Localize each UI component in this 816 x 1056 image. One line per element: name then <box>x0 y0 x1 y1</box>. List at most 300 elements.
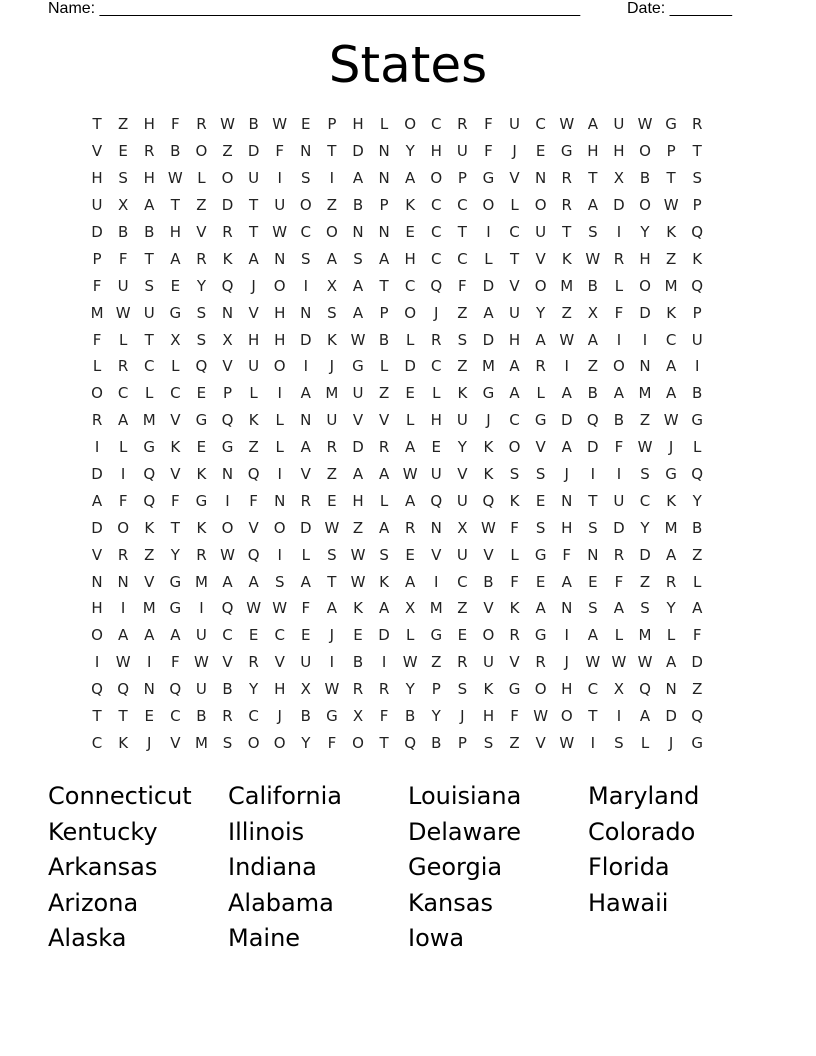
grid-letter: D <box>404 357 416 376</box>
grid-letter: H <box>169 223 181 241</box>
grid-letter: H <box>274 303 286 322</box>
grid-letter: U <box>613 115 625 134</box>
grid-letter: C <box>91 733 103 752</box>
grid-letter: G <box>352 357 364 376</box>
grid-letter: S <box>118 169 128 188</box>
grid-letter: Q <box>117 680 130 699</box>
grid-letter: A <box>665 653 677 672</box>
grid-letter: L <box>614 626 624 645</box>
grid-letter: I <box>642 330 648 349</box>
grid-letter: C <box>431 196 442 215</box>
grid-letter: V <box>248 518 259 537</box>
grid-letter: Q <box>430 276 443 295</box>
grid-letter: Z <box>326 465 338 484</box>
grid-letter: L <box>405 626 415 645</box>
grid-letter: Z <box>457 303 468 322</box>
grid-letter: K <box>666 491 677 510</box>
grid-letter: W <box>350 545 366 564</box>
grid-letter: E <box>431 438 441 457</box>
grid-letter: P <box>666 142 676 161</box>
grid-letter: T <box>327 572 337 591</box>
grid-letter: R <box>404 518 416 537</box>
grid-letter: X <box>300 680 311 699</box>
word-list-item: Arizona <box>48 888 139 917</box>
grid-letter: W <box>663 411 679 430</box>
grid-letter: Z <box>639 411 651 430</box>
grid-letter: S <box>457 680 468 699</box>
grid-letter: D <box>613 196 625 215</box>
grid-letter: U <box>613 491 625 510</box>
grid-letter: Z <box>222 142 233 161</box>
grid-letter: Y <box>666 599 676 618</box>
grid-letter: C <box>431 249 442 268</box>
grid-letter: E <box>457 626 468 645</box>
grid-letter: V <box>431 545 442 564</box>
grid-letter: D <box>300 330 312 349</box>
grid-letter: K <box>561 249 572 268</box>
grid-letter: P <box>431 680 441 699</box>
grid-letter: K <box>509 491 520 510</box>
grid-letter: V <box>535 438 546 457</box>
grid-letter: L <box>666 626 676 645</box>
grid-letter: A <box>300 572 311 591</box>
grid-letter: K <box>353 599 363 618</box>
grid-letter: B <box>170 142 181 161</box>
grid-letter: V <box>509 653 520 672</box>
grid-letter: R <box>561 169 572 188</box>
grid-letter: E <box>248 626 259 645</box>
grid-letter: A <box>587 196 598 215</box>
grid-letter: N <box>221 303 234 322</box>
grid-letter: W <box>324 518 340 537</box>
grid-letter: U <box>482 653 494 672</box>
grid-letter: M <box>560 276 574 295</box>
grid-letter: Z <box>639 572 651 591</box>
grid-letter: Z <box>457 357 468 376</box>
grid-letter: A <box>326 249 338 268</box>
grid-letter: E <box>588 572 598 591</box>
grid-letter: X <box>352 707 364 726</box>
grid-letter: G <box>195 411 208 430</box>
grid-letter: G <box>508 680 521 699</box>
grid-letter: Q <box>143 465 156 484</box>
grid-letter: U <box>143 303 155 322</box>
grid-letter: C <box>222 626 233 645</box>
grid-letter: T <box>588 169 598 188</box>
grid-letter: A <box>561 384 572 403</box>
grid-letter: J <box>460 707 465 726</box>
grid-letter: R <box>352 680 364 699</box>
grid-letter: S <box>327 303 337 322</box>
grid-letter: C <box>300 223 312 241</box>
grid-letter: C <box>509 223 520 241</box>
grid-letter: M <box>429 599 443 618</box>
grid-letter: I <box>381 653 387 672</box>
word-list-item: Alabama <box>228 888 334 917</box>
grid-letter: W <box>481 518 496 537</box>
grid-letter: K <box>379 572 389 591</box>
grid-letter: B <box>196 707 207 726</box>
grid-letter: N <box>378 142 390 161</box>
grid-letter: A <box>248 249 259 268</box>
grid-letter: V <box>170 733 181 752</box>
grid-letter: V <box>483 545 494 564</box>
grid-letter: S <box>144 276 154 295</box>
grid-letter: V <box>483 599 494 618</box>
grid-letter: A <box>509 384 520 403</box>
grid-letter: W <box>559 330 575 349</box>
grid-letter: S <box>535 465 546 484</box>
grid-letter: R <box>613 249 625 268</box>
grid-letter: L <box>614 276 624 295</box>
grid-letter: N <box>300 303 312 322</box>
grid-letter: F <box>510 572 519 591</box>
grid-letter: A <box>587 626 598 645</box>
grid-letter: E <box>405 384 415 403</box>
grid-letter: D <box>691 653 703 672</box>
grid-letter: U <box>509 303 521 322</box>
grid-letter: T <box>666 169 676 188</box>
grid-letter: T <box>170 518 180 537</box>
grid-letter: P <box>379 196 389 215</box>
grid-letter: M <box>325 384 339 403</box>
grid-letter: W <box>220 545 235 564</box>
grid-letter: S <box>196 303 207 322</box>
grid-letter: W <box>115 653 131 672</box>
grid-letter: I <box>147 653 152 672</box>
grid-letter: L <box>118 438 128 457</box>
grid-letter: U <box>456 545 468 564</box>
grid-letter: C <box>248 707 259 726</box>
grid-letter: L <box>640 733 650 752</box>
grid-letter: H <box>352 115 364 134</box>
grid-letter: R <box>222 707 233 726</box>
grid-letter: Z <box>457 599 468 618</box>
grid-letter: A <box>326 599 338 618</box>
grid-letter: R <box>117 545 129 564</box>
grid-letter: J <box>329 626 335 645</box>
grid-letter: U <box>326 411 338 430</box>
grid-letter: S <box>614 733 624 752</box>
grid-letter: W <box>220 115 235 134</box>
grid-letter: G <box>169 572 182 591</box>
word-list-item: Iowa <box>408 924 465 952</box>
grid-letter: S <box>692 169 702 188</box>
grid-letter: Y <box>640 518 650 537</box>
grid-letter: C <box>457 196 468 215</box>
grid-letter: V <box>196 223 207 241</box>
grid-letter: O <box>117 518 130 537</box>
grid-letter: H <box>613 142 625 161</box>
grid-letter: S <box>535 518 546 537</box>
grid-letter: G <box>482 169 495 188</box>
grid-letter: Z <box>665 249 677 268</box>
grid-letter: T <box>692 142 702 161</box>
grid-letter: Z <box>352 518 364 537</box>
grid-letter: I <box>277 465 282 484</box>
grid-letter: Z <box>692 545 703 564</box>
word-list-item: Kansas <box>408 888 493 917</box>
grid-letter: R <box>665 572 677 591</box>
grid-letter: L <box>145 384 154 403</box>
grid-letter: E <box>353 626 363 645</box>
grid-letter: Q <box>247 545 260 564</box>
grid-letter: A <box>692 599 703 618</box>
grid-letter: R <box>117 357 129 376</box>
grid-letter: W <box>167 169 183 188</box>
grid-letter: O <box>639 196 651 215</box>
grid-letter: P <box>692 303 702 322</box>
grid-letter: A <box>665 384 677 403</box>
grid-letter: E <box>144 707 154 726</box>
grid-letter: T <box>249 223 259 241</box>
grid-letter: K <box>248 411 259 430</box>
grid-letter: U <box>456 142 468 161</box>
grid-letter: O <box>613 357 625 376</box>
grid-letter: W <box>272 115 288 134</box>
grid-letter: I <box>564 626 569 645</box>
grid-letter: N <box>378 223 390 241</box>
grid-letter: J <box>329 357 335 376</box>
grid-letter: C <box>117 384 129 403</box>
grid-letter: F <box>171 115 180 134</box>
grid-letter: G <box>143 438 156 457</box>
grid-letter: R <box>196 249 207 268</box>
grid-letter: O <box>247 733 260 752</box>
word-list-item: Maryland <box>588 782 700 810</box>
grid-letter: S <box>222 733 233 752</box>
word-list-item: Hawaii <box>588 888 669 917</box>
grid-letter: S <box>588 599 598 618</box>
grid-letter: R <box>457 115 468 134</box>
grid-letter: D <box>587 438 599 457</box>
grid-letter: F <box>614 303 624 322</box>
grid-letter: Q <box>143 491 156 510</box>
grid-letter: W <box>402 653 418 672</box>
grid-letter: P <box>222 384 233 403</box>
grid-letter: O <box>299 196 312 215</box>
grid-letter: I <box>616 465 622 484</box>
grid-letter: U <box>274 196 286 215</box>
grid-letter: B <box>613 411 625 430</box>
grid-letter: V <box>91 545 103 564</box>
grid-letter: F <box>510 707 519 726</box>
grid-letter: I <box>329 653 335 672</box>
grid-letter: J <box>668 438 674 457</box>
grid-letter: C <box>431 357 442 376</box>
grid-letter: Z <box>118 115 129 134</box>
grid-letter: E <box>118 142 128 161</box>
grid-letter: F <box>510 518 519 537</box>
grid-letter: M <box>142 411 156 430</box>
grid-letter: E <box>535 572 546 591</box>
grid-letter: V <box>535 733 546 752</box>
grid-letter: R <box>561 196 572 215</box>
grid-letter: F <box>327 733 337 752</box>
grid-letter: A <box>665 545 677 564</box>
grid-letter: G <box>221 438 234 457</box>
grid-letter: I <box>277 169 282 188</box>
grid-letter: I <box>616 330 622 349</box>
grid-letter: A <box>405 438 416 457</box>
grid-letter: W <box>585 249 601 268</box>
grid-letter: A <box>170 626 181 645</box>
grid-letter: N <box>143 680 155 699</box>
grid-letter: B <box>431 733 442 752</box>
grid-letter: M <box>664 276 678 295</box>
grid-letter: B <box>144 223 155 241</box>
grid-letter: K <box>222 249 233 268</box>
grid-letter: H <box>352 491 364 510</box>
grid-letter: M <box>638 626 652 645</box>
grid-letter: G <box>169 303 182 322</box>
grid-letter: C <box>431 115 442 134</box>
grid-letter: E <box>301 626 311 645</box>
grid-letter: W <box>350 572 366 591</box>
grid-letter: T <box>92 707 102 726</box>
grid-letter: W <box>637 438 653 457</box>
word-list-item: Maine <box>228 924 301 952</box>
grid-letter: H <box>561 680 573 699</box>
grid-letter: G <box>482 384 495 403</box>
grid-letter: R <box>509 626 520 645</box>
grid-letter: V <box>535 249 546 268</box>
grid-letter: A <box>378 518 390 537</box>
grid-letter: Z <box>692 680 703 699</box>
grid-letter: N <box>221 465 234 484</box>
grid-letter: Q <box>691 276 704 295</box>
grid-letter: R <box>196 545 207 564</box>
grid-letter: U <box>509 115 521 134</box>
grid-letter: F <box>301 599 311 618</box>
grid-letter: O <box>221 518 234 537</box>
grid-letter: W <box>194 653 209 672</box>
grid-letter: M <box>90 303 104 322</box>
grid-letter: Y <box>692 491 702 510</box>
grid-letter: Q <box>639 680 651 699</box>
grid-letter: A <box>561 438 572 457</box>
grid-letter: O <box>534 680 547 699</box>
grid-letter: L <box>275 411 284 430</box>
grid-letter: C <box>509 411 520 430</box>
grid-letter: B <box>587 384 598 403</box>
grid-letter: O <box>482 626 495 645</box>
grid-letter: A <box>665 357 677 376</box>
grid-letter: W <box>115 303 131 322</box>
grid-letter: A <box>378 465 390 484</box>
grid-letter: O <box>430 169 443 188</box>
grid-letter: A <box>535 599 546 618</box>
grid-letter: F <box>118 491 128 510</box>
grid-letter: V <box>378 411 390 430</box>
grid-letter: D <box>482 330 495 349</box>
grid-letter: U <box>352 384 364 403</box>
grid-letter: J <box>251 276 256 295</box>
grid-letter: D <box>91 465 103 484</box>
grid-letter: G <box>691 733 704 752</box>
grid-letter: A <box>509 357 520 376</box>
grid-letter: C <box>665 330 677 349</box>
word-list-item: Kentucky <box>48 817 158 846</box>
grid-letter: Q <box>482 491 495 510</box>
grid-letter: G <box>430 626 443 645</box>
grid-letter: R <box>378 438 390 457</box>
grid-letter: V <box>509 169 520 188</box>
grid-letter: Q <box>221 276 234 295</box>
grid-letter: N <box>378 169 390 188</box>
grid-letter: E <box>405 545 415 564</box>
grid-letter: Q <box>169 680 182 699</box>
grid-letter: A <box>222 572 233 591</box>
grid-letter: M <box>481 357 495 376</box>
grid-letter: Q <box>221 599 234 618</box>
grid-letter: A <box>118 626 129 645</box>
word-list <box>48 780 768 958</box>
grid-letter: A <box>405 572 416 591</box>
grid-letter: I <box>616 707 622 726</box>
grid-letter: M <box>142 599 156 618</box>
grid-letter: R <box>326 438 338 457</box>
grid-letter: Y <box>431 707 441 726</box>
grid-letter: H <box>247 330 260 349</box>
grid-letter: A <box>300 438 311 457</box>
grid-letter: H <box>274 330 286 349</box>
grid-letter: O <box>352 733 364 752</box>
grid-letter: F <box>118 249 128 268</box>
grid-letter: D <box>91 518 103 537</box>
grid-letter: B <box>378 330 390 349</box>
grid-letter: L <box>171 357 180 376</box>
grid-letter: A <box>405 169 416 188</box>
grid-letter: P <box>92 249 102 268</box>
grid-letter: D <box>482 276 495 295</box>
grid-letter: U <box>300 653 312 672</box>
grid-letter: K <box>483 465 494 484</box>
grid-letter: B <box>639 169 651 188</box>
grid-letter: R <box>691 115 703 134</box>
grid-letter: S <box>327 545 337 564</box>
grid-letter: K <box>118 733 129 752</box>
grid-letter: B <box>352 196 364 215</box>
grid-letter: H <box>143 115 155 134</box>
grid-letter: D <box>639 545 651 564</box>
grid-letter: C <box>457 249 468 268</box>
grid-letter: L <box>405 411 415 430</box>
grid-letter: I <box>303 276 309 295</box>
grid-letter: Y <box>457 438 467 457</box>
grid-letter: G <box>534 411 547 430</box>
grid-letter: E <box>196 438 207 457</box>
grid-letter: O <box>534 276 547 295</box>
grid-letter: W <box>585 653 601 672</box>
grid-letter: U <box>430 465 442 484</box>
grid-letter: U <box>456 491 468 510</box>
grid-letter: C <box>274 626 285 645</box>
grid-letter: I <box>303 357 309 376</box>
grid-letter: A <box>483 303 494 322</box>
word-list-item: Arkansas <box>48 853 158 881</box>
grid-letter: F <box>458 276 467 295</box>
grid-letter: F <box>692 626 702 645</box>
grid-letter: Q <box>691 465 704 484</box>
grid-letter: U <box>195 626 207 645</box>
grid-letter: N <box>300 411 312 430</box>
grid-letter: A <box>170 249 181 268</box>
grid-letter: N <box>117 572 129 591</box>
grid-letter: Y <box>640 223 650 241</box>
grid-letter: E <box>535 142 546 161</box>
grid-letter: P <box>327 115 337 134</box>
